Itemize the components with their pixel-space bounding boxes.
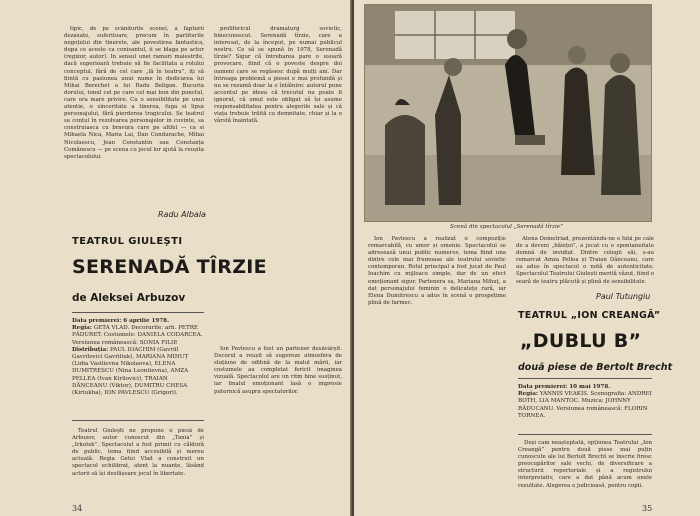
credits-box-right	[518, 384, 652, 432]
reviewer-name: Paul Tutungiu	[596, 292, 651, 301]
right-column-2	[516, 236, 654, 286]
right-text-1: Ion Pavlescu a realizat o compoziție remarcabilă, cu umor și omenie. Spectacolul se adresează unui public numeros, tema fiind una dintre cele mai frumoase ale teatrului sovietic contemporan. Rolul principal a fost jucat de Paul Ioachim cu mijloace simple, dar de un efect emoționant sigur. Partenera sa, Mariana Mihuț, a dat personajului feminin o delicatețe rară, iar Elena Dumitrescu a adus în scenă o prospețime plină de farmec.	[368, 236, 506, 306]
divider	[72, 420, 204, 421]
play-title: SERENADĂ TÎRZIE	[72, 256, 267, 278]
review-column-3	[72, 428, 204, 500]
credit-line: Regia: YANNIS VEAKIS. Scenografia: ANDREI BOTH, LIA MANTOC. Muzica: JOHNNY RĂDUCANU. Versiunea românească: FLORIN TORNEA.	[518, 391, 652, 419]
play-author: de Aleksei Arbuzov	[72, 292, 186, 304]
credit-line: Data premierei: 10 mai 1978.	[518, 384, 611, 390]
credit-line: Regia: GETA VLAD. Decorurile: arh. PETRE PĂDURET. Costumele: DANIELA CODARCEA. Versiunea românească: SONIA FILIP.	[72, 325, 203, 346]
review-text-1: tipic, de pe scândurile scenei, a fapturii dezaxate, suferitoare, precum în partiturile negoțului din tinerete, ale povestirea fantastica, dupa ce aceste ca conisantul, ii se blaga pe actor (regizor, autor). In sensul unei ramuri maiestrite, dacă superioară trebuie să fie facilitata a rolului conceptul, fără de cel care „lă în teatru”, iți să fiintă cu pasiunea unui nume în dedicarea lui Mihai Berechet a lui Radu Beligan. Bucuria dorului, tonul cel pe care cel mai bun din punctul, care ora mare privire. Cu o sensibilitate pe unui atentie, o sinceritate a tinerea, fuga si lipsa personajului, fără pierderea tragicului. Se teatrul sa contul în rezolvarea personajelor in cuvinte, sa construiasca cu bravura care pe altfel — ca si Mihaela Nica, Maria Lai, Dan Condurache, Mihai Nicolaescu, Jean Constantin sau Constanța Comănescu — pe scena cu jocul lor ajută la reușita spectacolului.	[64, 26, 204, 160]
credit-line: Distribuția: PAUL IOACHIM (Gavriil Gavrilovici Gavriliuk), MARIANA MIHUȚ (Lidia Vasilievna Nikolaeva), ELENA DUMITRESCU (Nina Leontievna), AMZA PELLEA (Ivan Kirilovici), TRAIAN DĂNCEANU (Viktor), DUMITRU CHESA (Kiriukha), ION PAVLESCU (Grigori).	[72, 346, 189, 397]
review-column-2	[214, 26, 342, 340]
production-photo	[364, 4, 652, 222]
theatre-heading-right: TEATRUL „ION CREANGĂ”	[518, 310, 661, 321]
review-text-3: Teatrul Giulești ne propune o piesă de Arbuzov, autor cunoscut din „Tania” și „Irkutsk”. Spectacolul a fost primit cu căldură de public, tema fiind accesibilă și mereu actuală. Regia Getei Vlad a construit un spectacol echilibrat, atent la nuanțe, lăsând actorii să își desfășoare jocul în libertate.	[72, 428, 204, 477]
review-text-4: Ion Pavlescu a fost un partener desăvârșit. Decorul a reușit să sugereze atmosfera de stațiune de odihnă de la malul mării, iar costumele au completat fericit imaginea vizuală. Spectacolul are un ritm bine susținut, iar finalul emoționant lasă o impresie puternică asupra spectatorilor.	[214, 346, 342, 395]
page-number-right: 35	[642, 504, 653, 513]
credits-box	[72, 318, 204, 418]
right-text-3: Deși cam neașteptată, opțiunea Teatrului „Ion Creangă” pentru două piese mai puțin cunoscute ale lui Bertolt Brecht se înscrie firesc preocupărilor sale vechi, de diversificare a structurii repertoriale și a registrului interpretativ, care a dat până acum unele rezultate. Alegerea e judicioasă, pentru copii.	[518, 440, 652, 489]
divider	[72, 312, 204, 313]
review-text-2: prolifericul dramaturg sovietic, binecunoscut. Serenadă tîrzie, care a interesat, de la început, pe numai publicul nostru. Ce să se spună în 1978, Serenadă tîrzie? Sigur că întrebarea pare o usoară provocare, fiind că o poveste despre doi oameni care se regăsesc după mulți ani. Dar întreaga problemă a piesei e mai profundă și nu se rezumă doar la o întâlnire: autorul pune accentul pe ideea că trecutul nu poate fi ignorat, că omul este obligat să își asume responsabilitatea pentru alegerile sale și că viața trebuie trăită cu demnitate, chiar și la o vârstă înaintată.	[214, 26, 342, 125]
right-text-2: Atena Demetriad, prezentându-ne o fată pe cale de a deveni „băiețoi”, a jucat cu o spontaneitate demnă de invidiat. Dintre colegii săi, s-au remarcat Amza Pellea și Traian Dănceanu, care au adus în spectacol o notă de autenticitate. Spectacolul Teatrului Giulești merită văzut, fiind o seară de teatru plăcută și plină de sensibilitate.	[516, 236, 654, 285]
play-subtitle-right: două piese de Bertolt Brecht	[518, 362, 673, 373]
review-author: Radu Albala	[158, 210, 206, 219]
divider	[518, 378, 652, 379]
review-column-4	[214, 346, 342, 498]
divider	[518, 434, 652, 435]
right-column-1	[368, 236, 506, 504]
play-title-right: „DUBLU B”	[520, 330, 642, 352]
theatre-heading: TEATRUL GIULEȘTI	[72, 236, 183, 247]
credit-line: Data premierei: 6 aprilie 1978.	[72, 318, 170, 324]
review-column-1	[64, 26, 204, 222]
right-column-3	[518, 440, 652, 500]
page-number-left: 34	[72, 504, 83, 513]
photo-caption: Scenă din spectacolul „Serenadă tîrzie”	[450, 224, 563, 230]
photo-illustration	[365, 5, 651, 221]
